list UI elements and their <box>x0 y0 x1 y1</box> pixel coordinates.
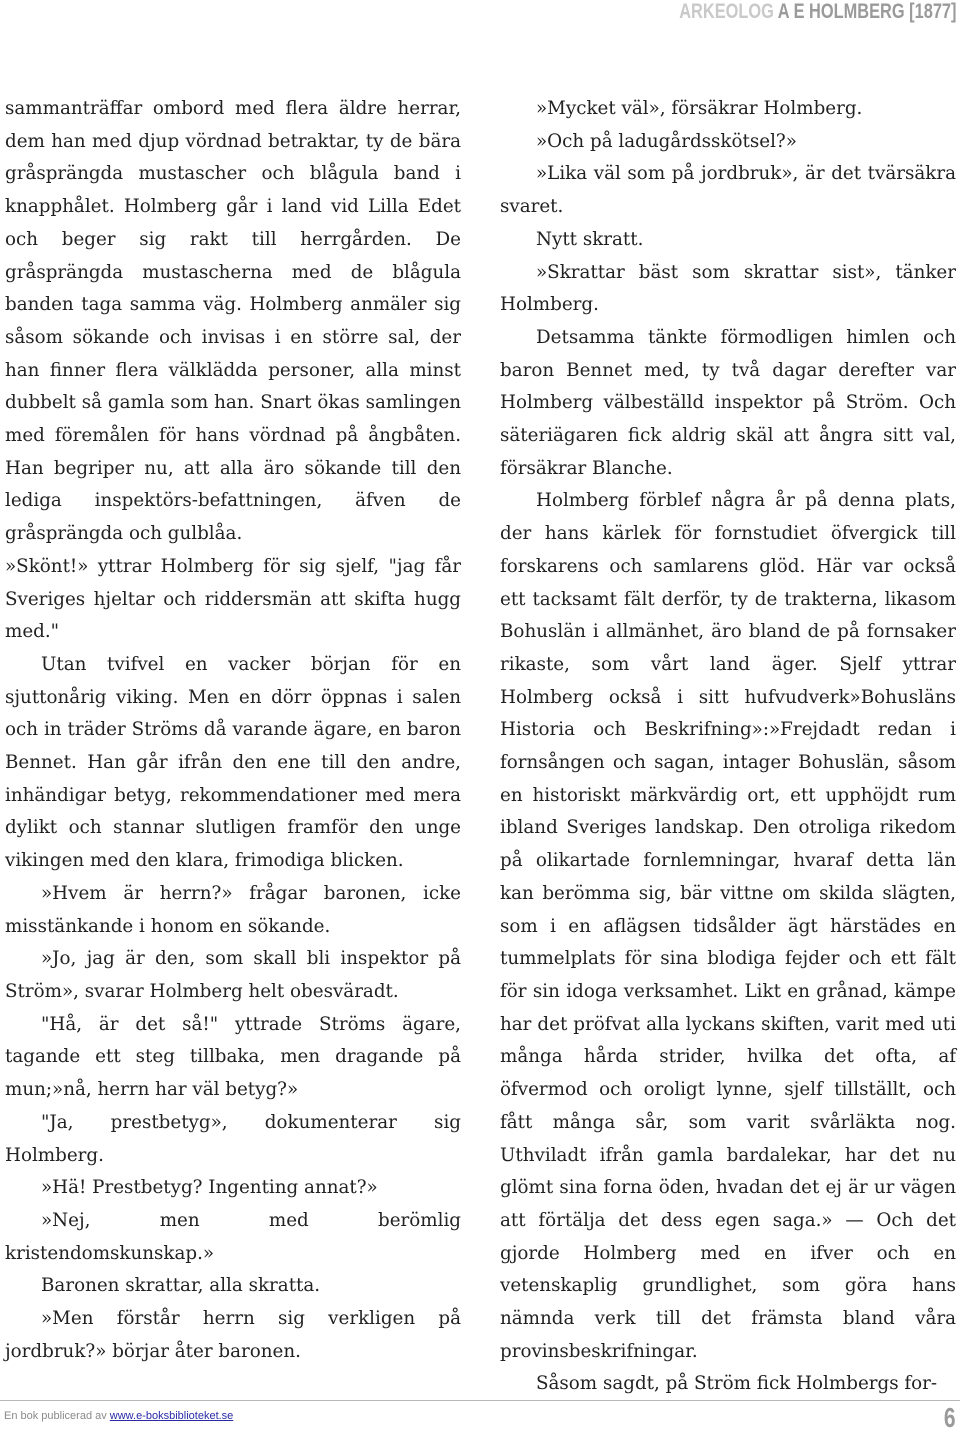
paragraph: »Nej, men med berömlig kristendomskunskap.» <box>5 1209 461 1264</box>
running-header <box>679 0 956 30</box>
paragraph: "Ja, prestbetyg», dokumenterar sig Holmberg. <box>5 1111 461 1166</box>
paragraph: Holmberg förblef några år på denna plats, der hans kärlek för fornstudiet öfvergick till forskarens och samlarens glöd. Här var också ett tacksamt fält derför, ty de trakterna, likasom Bohuslän i allmänhet, äro bland de på fornsaker rikaste, som vårt land äger. Sjelf yttrar Holmberg också i sitt hufvudverk»Bohusläns Historia och Beskrifning»:»Frejdadt redan i fornsången och sagan, intager Bohuslän, såsom en historiskt märkvärdig ort, ett upphöjdt rum ibland Sveriges landskap. Den otroliga rikedom på olikartade fornlemningar, hvaraf detta län kan berömma sig, bär vittne om skilda slägten, som i en aflägsen tidsålder ägt härstädes en tummelplats för sina blodiga fejder och ett fält för sin idoga verksamhet. Likt en grånad, kämpe har det pröfvat alla lyckans skiften, varit med uti många hårda strider, hvilka det ofta, af öfvermod och oroligt lynne, sjelf tillställt, och fått många sår, som varit svårläkta nog. Uthviladt ifrån gamla bardalekar, har det nu glömt sina forna öden, hvadan det ej är ur vägen att förtälja det dess egen saga.» — Och det gjorde Holmberg med en ifver och en vetenskaplig grundlighet, som göra hans nämnda verk till det främsta bland våra provinsbeskrifningar. <box>500 490 956 1362</box>
paragraph: »Lika väl som på jordbruk», är det tvärsäkra svaret. <box>500 163 956 218</box>
paragraph: »Och på ladugårdsskötsel?» <box>536 130 797 152</box>
paragraph: »Skrattar bäst som skrattar sist», tänker Holmberg. <box>500 261 956 316</box>
paragraph: »Hvem är herrn?» frågar baronen, icke misstänkande i honom en sökande. <box>5 882 461 937</box>
publisher-link[interactable]: www.e-boksbiblioteket.se <box>109 1410 234 1422</box>
paragraph: »Jo, jag är den, som skall bli inspektor på Ström», svarar Holmberg helt obesväradt. <box>5 948 461 1002</box>
paragraph: »Skönt!» yttrar Holmberg för sig sjelf, "jag får Sveriges hjeltar och riddersmän att skifta hugg med." <box>5 555 461 643</box>
paragraph: »Men förstår herrn sig verkligen på jordbruk?» börjar åter baronen. <box>5 1308 461 1362</box>
paragraph: »Hä! Prestbetyg? Ingenting annat?» <box>41 1177 378 1199</box>
header-title-part1: ARKEOLOG <box>678 0 774 23</box>
footer-credit-text: En bok publicerad av <box>4 1410 107 1422</box>
header-title-part2: A E HOLMBERG [1877] <box>777 0 956 23</box>
left-column <box>5 93 461 1368</box>
paragraph: Nytt skratt. <box>536 228 644 250</box>
footer-credit <box>4 1410 233 1422</box>
paragraph: Såsom sagdt, på Ström fick Holmbergs for- <box>536 1373 938 1395</box>
paragraph: "Hå, är det så!" yttrade Ströms ägare, tagande ett steg tillbaka, men dragande på mun;»nå, herrn har väl betyg?» <box>5 1013 461 1101</box>
paragraph: »Mycket väl», försäkrar Holmberg. <box>536 98 863 119</box>
footer-divider <box>0 1400 960 1401</box>
page-number: 6 <box>944 1402 956 1433</box>
paragraph: sammanträffar ombord med flera äldre herrar, dem han med djup vördnad betraktar, ty de bära gråsprängda mustascher och blågula band i knapphålet. Holmberg går i land vid Lilla Edet och beger sig rakt till herrgården. De gråsprängda mustascherna med de blågula banden taga samma väg. Holmberg anmäler sig såsom sökande och invisas i en större sal, der han finner flera välklädda personer, alla minst dubbelt så gamla som han. Snart ökas samlingen med föremålen för hans vördnad på ångbåten. Han begriper nu, att alla äro sökande till den lediga inspektörs-befattningen, äfven de gråsprängda och gulblåa. <box>5 98 461 545</box>
right-column <box>500 93 956 1401</box>
paragraph: Detsamma tänkte förmodligen himlen och baron Bennet med, ty två dagar derefter var Holmberg välbeställd inspektor på Ström. Och säteriägaren fick aldrig skäl att ångra sitt val, försäkrar Blanche. <box>500 326 956 479</box>
paragraph: Utan tvifvel en vacker början för en sjuttonårig viking. Men en dörr öppnas i salen och in träder Ströms då varande ägare, en baron Bennet. Han går ifrån den ene till den andre, inhändigar betyg, rekommendationer med mera dylikt och stannar slutligen framför den unge vikingen med den klara, frimodiga blicken. <box>5 653 461 872</box>
paragraph: Baronen skrattar, alla skratta. <box>41 1275 321 1297</box>
